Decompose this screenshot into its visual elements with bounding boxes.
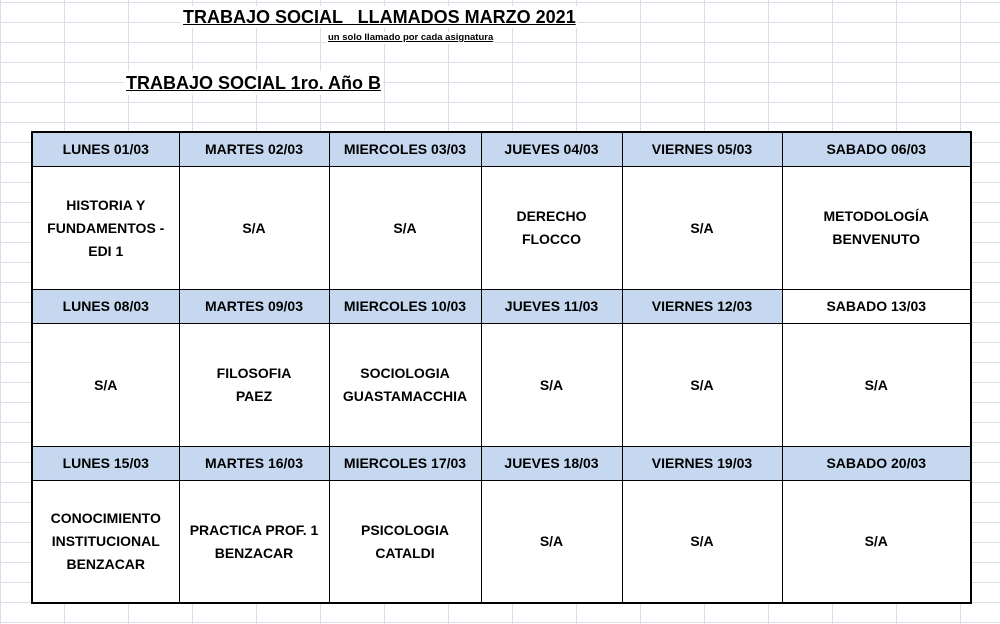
subject-cell <box>329 324 481 447</box>
header-row-week-2 <box>32 290 971 324</box>
subject-line: S/A <box>539 376 564 393</box>
subject-cell <box>782 324 971 447</box>
subject-line: EDI 1 <box>88 242 124 259</box>
schedule-table <box>31 131 972 604</box>
subject-line: S/A <box>393 219 417 236</box>
subject-line: PSICOLOGIA <box>361 521 449 538</box>
subject-line: FILOSOFIA <box>216 365 292 381</box>
subject-cell <box>782 167 971 290</box>
subject-cell <box>782 481 971 604</box>
subject-line: BENZACAR <box>66 556 146 572</box>
subject-line: FLOCCO <box>521 231 582 247</box>
section-title: TRABAJO SOCIAL 1ro. Año B <box>126 73 382 93</box>
subject-line: CONOCIMIENTO <box>50 510 161 526</box>
header-row-week-1 <box>32 132 971 167</box>
subject-line: S/A <box>864 533 888 549</box>
subject-line: DERECHO <box>516 208 587 224</box>
day-header: JUEVES 18/03 <box>481 447 622 481</box>
subject-line: CATALDI <box>375 544 435 561</box>
subject-line: S/A <box>864 376 888 393</box>
day-header: SABADO 13/03 <box>782 290 971 324</box>
subject-line: METODOLOGÍA <box>823 208 930 224</box>
page-subtitle: un solo llamado por cada asignatura <box>328 32 494 43</box>
subject-cell <box>481 167 622 290</box>
subject-cell <box>622 481 782 604</box>
day-header: LUNES 08/03 <box>32 290 179 324</box>
page-title: TRABAJO SOCIAL LLAMADOS MARZO 2021 <box>183 7 576 27</box>
subject-line: BENZACAR <box>214 544 294 561</box>
subject-line: GUASTAMACCHIA <box>342 388 468 404</box>
subject-cell <box>329 167 481 290</box>
subject-line: INSTITUCIONAL <box>51 533 160 549</box>
subject-cell <box>481 481 622 604</box>
subject-line: SOCIOLOGIA <box>360 365 450 381</box>
subject-line: S/A <box>539 533 564 549</box>
day-header: VIERNES 05/03 <box>622 132 782 167</box>
subject-cell <box>179 481 329 604</box>
subject-line: S/A <box>690 376 714 393</box>
subject-line: PRACTICA PROF. 1 <box>189 521 319 538</box>
subject-cell <box>32 167 179 290</box>
subject-cell <box>32 481 179 604</box>
subject-cell <box>481 324 622 447</box>
subject-row-week-1 <box>32 167 971 290</box>
subject-row-week-3 <box>32 481 971 604</box>
day-header: JUEVES 11/03 <box>481 290 622 324</box>
subject-line: S/A <box>94 376 118 393</box>
day-header: VIERNES 19/03 <box>622 447 782 481</box>
day-header: LUNES 01/03 <box>32 132 179 167</box>
subject-cell <box>32 324 179 447</box>
day-header: MARTES 09/03 <box>179 290 329 324</box>
day-header: MARTES 02/03 <box>179 132 329 167</box>
subject-line: FUNDAMENTOS - <box>47 219 165 236</box>
day-header: MIERCOLES 03/03 <box>329 132 481 167</box>
subject-cell <box>622 167 782 290</box>
day-header: VIERNES 12/03 <box>622 290 782 324</box>
subject-line: S/A <box>690 219 714 236</box>
day-header: MARTES 16/03 <box>179 447 329 481</box>
subject-line: BENVENUTO <box>832 231 921 247</box>
subject-cell <box>329 481 481 604</box>
subject-cell <box>179 167 329 290</box>
subject-row-week-2 <box>32 324 971 447</box>
subject-line: S/A <box>690 533 714 549</box>
day-header: JUEVES 04/03 <box>481 132 622 167</box>
day-header: MIERCOLES 10/03 <box>329 290 481 324</box>
subject-cell <box>622 324 782 447</box>
subject-line: HISTORIA Y <box>66 196 146 213</box>
day-header: SABADO 20/03 <box>782 447 971 481</box>
subject-line: S/A <box>242 219 266 236</box>
day-header: LUNES 15/03 <box>32 447 179 481</box>
header-row-week-3 <box>32 447 971 481</box>
day-header: MIERCOLES 17/03 <box>329 447 481 481</box>
day-header: SABADO 06/03 <box>782 132 971 167</box>
subject-cell <box>179 324 329 447</box>
subject-line: PAEZ <box>235 388 273 404</box>
